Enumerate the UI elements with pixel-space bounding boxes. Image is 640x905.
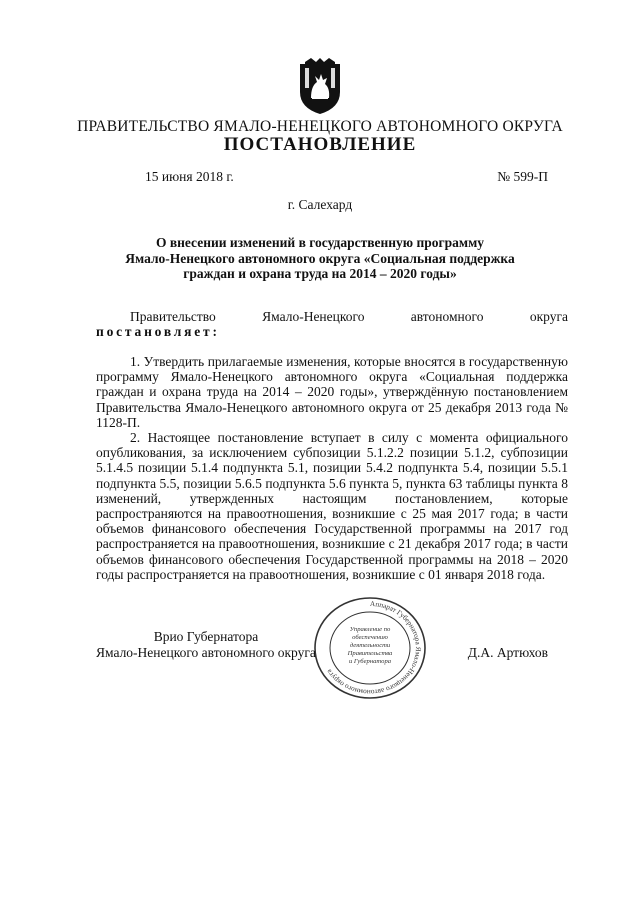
coat-of-arms-icon: [297, 58, 343, 116]
government-name: ПРАВИТЕЛЬСТВО ЯМАЛО-НЕНЕЦКОГО АВТОНОМНОГО ОКРУГА: [77, 118, 563, 135]
stamp-line: и Губернатора: [348, 658, 392, 665]
signer-name: Д.А. Артюхов: [467, 645, 548, 660]
stamp-line: деятельности: [349, 642, 391, 649]
signer-position-line: Врио Губернатора: [153, 629, 259, 644]
stamp-inner-text: [342, 626, 398, 666]
preamble-word: Правительство: [130, 309, 216, 324]
subject-line: граждан и охрана труда на 2014 – 2020 годы»: [183, 266, 457, 281]
document-number: № 599-П: [497, 169, 548, 184]
stamp-line: обеспечению: [352, 634, 388, 641]
preamble-word: округа: [529, 309, 568, 324]
preamble: [96, 309, 568, 339]
subject-line: О внесении изменений в государственную программу: [155, 235, 485, 250]
document-city: г. Салехард: [287, 197, 353, 212]
stamp-ring-text: Аппарат Губернатора Ямало-Ненецкого автономного округа: [324, 599, 422, 697]
body-paragraph-1: 1. Утвердить прилагаемые изменения, которые вносятся в государственную программу Ямало-Ненецкого автономного округа «Социальная поддержка граждан и охрана труда на 2014 – 2020 годы», утверждённую постановлением Правительства Ямало-Ненецкого автономного округа от 25 декабря 2013 года № 1128-П.: [96, 354, 568, 430]
preamble-word: Ямало-Ненецкого: [262, 309, 365, 324]
resolves-word: постановляет:: [96, 324, 220, 339]
stamp-line: Управление по: [349, 626, 391, 633]
document-subject: [100, 235, 540, 282]
signer-position-line: Ямало-Ненецкого автономного округа: [96, 645, 316, 660]
body-paragraph-2: 2. Настоящее постановление вступает в силу с момента официального опубликования, за исключением субпозиции 5.1.2.2 позиции 5.1.2, субпозиции 5.1.4.5 позиции 5.1.4 подпункта 5.1, позиции 5.4.2 подпункта 5.4, позиции 5.5.1 подпункта 5.5, позиции 5.6.5 подпункта 5.6 пункта 5, пункта 63 таблицы пункта 8 изменений, утвержденных настоящим постановлением, которые распространяются на правоотношения, возникшие с 25 мая 2017 года; в части объемов финансового обеспечения Государственной программы на 2017 год распространяется на правоотношения, возникшие с 21 декабря 2017 года; в части объемов финансового обеспечения Государственной программы на 2018 – 2020 годы распространяется на правоотношения, возникшие с 01 января 2018 года.: [96, 430, 568, 582]
stamp-line: Правительства: [347, 650, 393, 657]
document-type: ПОСТАНОВЛЕНИЕ: [223, 134, 417, 155]
signer-position: [96, 629, 316, 661]
preamble-word: автономного: [410, 309, 484, 324]
document-body: [96, 354, 568, 582]
preamble-row: [96, 309, 568, 324]
subject-line: Ямало-Ненецкого автономного округа «Социальная поддержка: [125, 250, 515, 266]
document-date: 15 июня 2018 г.: [145, 169, 234, 184]
